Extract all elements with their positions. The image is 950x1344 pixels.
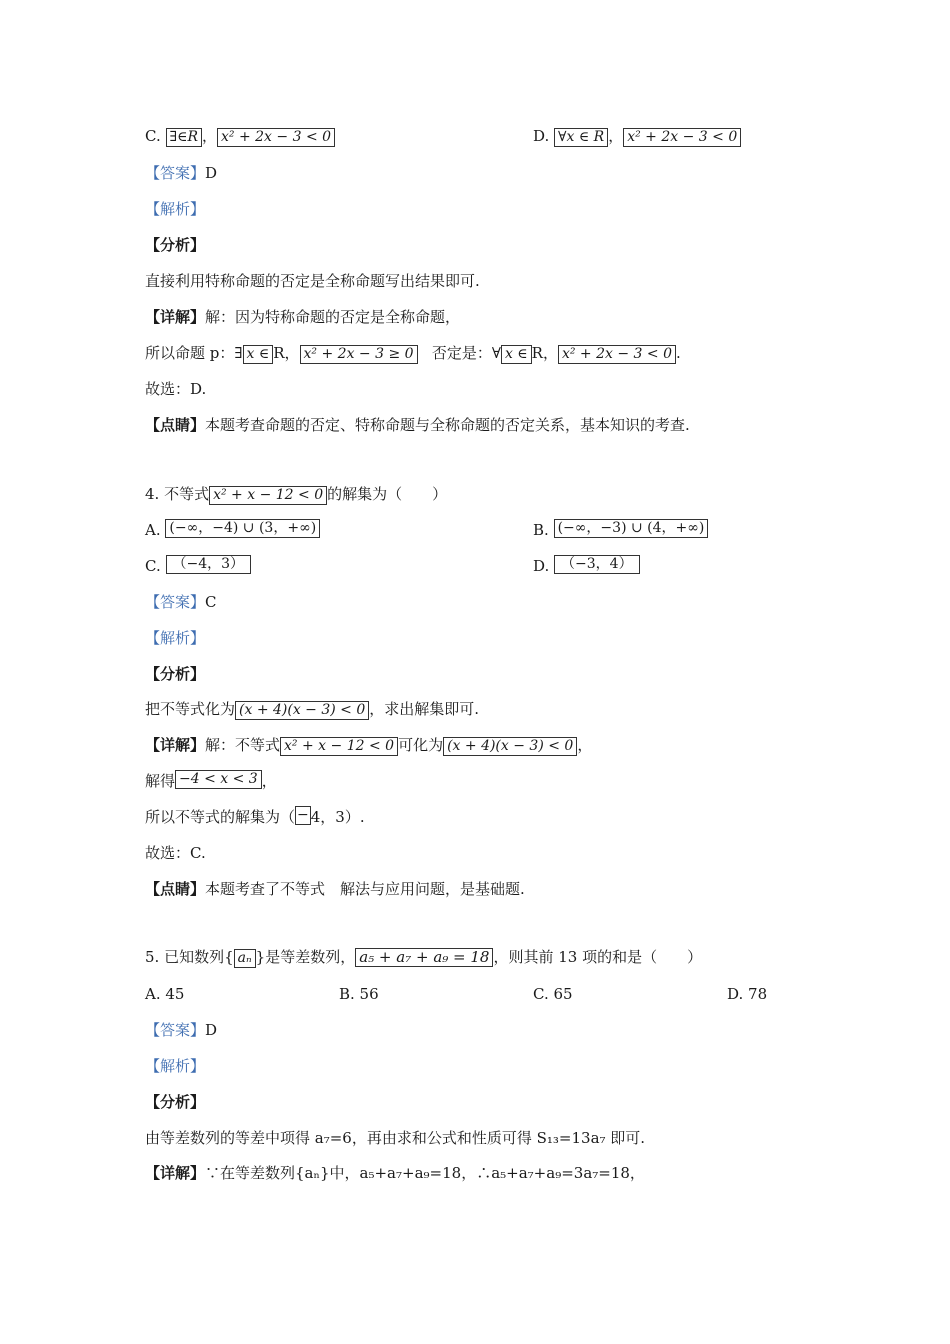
q4-detail-text-b: 可化为 bbox=[398, 736, 444, 754]
q3-negation-formula-2: x² + 2x − 3 ≥ 0 bbox=[300, 345, 418, 364]
q4-set-text-b: 4，3）. bbox=[310, 808, 365, 826]
q4-option-a-label: A. bbox=[145, 521, 161, 539]
q3-jiexi-tag: 【解析】 bbox=[145, 200, 206, 218]
q3-option-d: D. ∀x ∈ R ， x² + 2x − 3 < 0 bbox=[533, 126, 741, 147]
q4-option-b bbox=[533, 520, 708, 541]
q3-negation-text-d: R， bbox=[531, 344, 558, 362]
q5-stem-text-b: }是等差数列， bbox=[255, 948, 356, 966]
q3-dianjing bbox=[145, 415, 690, 435]
q4-solve-line bbox=[145, 771, 277, 792]
q5-jiexi-tag: 【解析】 bbox=[145, 1057, 206, 1075]
q5-stem-text-c: ，则其前 13 项的和是（ ） bbox=[493, 948, 703, 966]
q5-fenxi-text: 由等差数列的等差中项得 a₇=6，再由求和公式和性质可得 S₁₃=13a₇ 即可. bbox=[145, 1129, 646, 1147]
q3-negation-text-e: . bbox=[675, 344, 681, 362]
q5-fenxi-heading bbox=[145, 1092, 205, 1112]
q3-negation-text-b: R， bbox=[273, 344, 300, 362]
q4-detail-line bbox=[145, 735, 592, 756]
q5-answer bbox=[145, 1020, 217, 1040]
q4-fenxi-text-a: 把不等式化为 bbox=[145, 700, 236, 718]
q4-option-b-label: B. bbox=[533, 521, 549, 539]
q3-option-c-formula-1: ∃∈R bbox=[166, 128, 203, 147]
q4-solve-formula: −4 < x < 3 bbox=[175, 770, 262, 789]
q4-option-a bbox=[145, 520, 320, 541]
q4-fenxi-formula: (x + 4)(x − 3) < 0 bbox=[235, 701, 369, 720]
q3-jiexi bbox=[145, 199, 205, 219]
q4-option-a-formula: (−∞，−4) ∪ (3，+∞) bbox=[165, 519, 320, 538]
q5-stem bbox=[145, 947, 702, 968]
q4-detail-formula-1: x² + x − 12 < 0 bbox=[280, 737, 398, 756]
q4-fenxi-tag: 【分析】 bbox=[145, 665, 206, 683]
q3-negation-text-a: 所以命题 p：∃ bbox=[145, 344, 243, 362]
q4-detail-text-c: ， bbox=[577, 736, 593, 754]
q4-jiexi-tag: 【解析】 bbox=[145, 629, 206, 647]
q4-fenxi-line bbox=[145, 699, 479, 720]
q4-set-text-a: 所以不等式的解集为（ bbox=[145, 808, 296, 826]
q4-option-c bbox=[145, 556, 251, 577]
q4-dianjing bbox=[145, 879, 525, 899]
q5-stem-formula-1: aₙ bbox=[234, 949, 256, 968]
q4-answer-tag: 【答案】 bbox=[145, 593, 206, 611]
q4-dianjing-text: 本题考查了不等式 解法与应用问题，是基础题. bbox=[205, 880, 525, 898]
q3-negation-text-c: 否定是：∀ bbox=[431, 344, 501, 362]
q3-negation-formula-1: x ∈ bbox=[243, 345, 274, 364]
q4-solve-text-b: ， bbox=[261, 772, 277, 790]
q3-detail-text: 解：因为特称命题的否定是全称命题， bbox=[205, 308, 461, 326]
q3-fenxi-heading bbox=[145, 235, 205, 255]
q4-stem-text-b: 的解集为（ ） bbox=[327, 485, 448, 503]
q3-dianjing-text: 本题考查命题的否定、特称命题与全称命题的否定关系，基本知识的考查. bbox=[205, 416, 690, 434]
q4-option-d bbox=[533, 556, 640, 577]
q4-fenxi-text-b: ，求出解集即可. bbox=[369, 700, 480, 718]
q5-option-a: A. 45 bbox=[145, 985, 185, 1003]
q3-detail-tag: 【详解】 bbox=[145, 308, 206, 326]
q4-detail-tag: 【详解】 bbox=[145, 736, 206, 754]
q4-answer-value: C bbox=[205, 593, 217, 611]
q3-negation-line bbox=[145, 343, 681, 364]
q4-stem-text-a: 4. 不等式 bbox=[145, 485, 210, 503]
q4-detail-formula-2: (x + 4)(x − 3) < 0 bbox=[443, 737, 577, 756]
q3-option-d-formula-2: x² + 2x − 3 < 0 bbox=[623, 128, 741, 147]
q4-option-d-label: D. bbox=[533, 557, 550, 575]
q4-jiexi bbox=[145, 628, 205, 648]
q3-dianjing-tag: 【点睛】 bbox=[145, 416, 206, 434]
q5-option-d: D. 78 bbox=[727, 985, 768, 1003]
q3-answer bbox=[145, 163, 217, 183]
q5-answer-tag: 【答案】 bbox=[145, 1021, 206, 1039]
q4-option-d-formula: （−3，4） bbox=[554, 555, 640, 574]
q4-choose: 故选：C. bbox=[145, 844, 206, 862]
q5-detail-text: ∵在等差数列{aₙ}中，a₅+a₇+a₉=18，∴a₅+a₇+a₉=3a₇=18， bbox=[205, 1164, 645, 1182]
q3-option-c-formula-2: x² + 2x − 3 < 0 bbox=[217, 128, 335, 147]
q3-choose: 故选：D. bbox=[145, 380, 207, 398]
q4-solve-text-a: 解得 bbox=[145, 772, 176, 790]
q4-dianjing-tag: 【点睛】 bbox=[145, 880, 206, 898]
q4-fenxi-heading bbox=[145, 664, 205, 684]
q4-detail-text-a: 解：不等式 bbox=[205, 736, 281, 754]
q4-answer bbox=[145, 592, 217, 612]
q4-option-c-label: C. bbox=[145, 557, 161, 575]
q5-option-c: C. 65 bbox=[533, 985, 573, 1003]
q3-fenxi-tag: 【分析】 bbox=[145, 236, 206, 254]
q3-fenxi-text: 直接利用特称命题的否定是全称命题写出结果即可. bbox=[145, 272, 480, 290]
q4-stem bbox=[145, 484, 447, 505]
q4-set-formula: − bbox=[297, 807, 309, 823]
q4-stem-formula: x² + x − 12 < 0 bbox=[209, 486, 327, 505]
q3-negation-formula-4: x² + 2x − 3 < 0 bbox=[558, 345, 676, 364]
q3-detail bbox=[145, 307, 460, 327]
q5-answer-value: D bbox=[205, 1021, 218, 1039]
q5-fenxi-tag: 【分析】 bbox=[145, 1093, 206, 1111]
q3-option-d-formula-1: ∀x ∈ R bbox=[554, 128, 608, 147]
q4-option-c-formula: （−4，3） bbox=[166, 555, 252, 574]
q4-set-line bbox=[145, 807, 365, 828]
q3-option-c: C. ∃∈R ， x² + 2x − 3 < 0 bbox=[145, 126, 335, 147]
q5-jiexi bbox=[145, 1056, 205, 1076]
q5-detail-tag: 【详解】 bbox=[145, 1164, 206, 1182]
q4-option-b-formula: (−∞，−3) ∪ (4，+∞) bbox=[554, 519, 709, 538]
q3-answer-tag: 【答案】 bbox=[145, 164, 206, 182]
q5-stem-text-a: 5. 已知数列{ bbox=[145, 948, 234, 966]
q3-answer-value: D bbox=[205, 164, 218, 182]
q5-detail bbox=[145, 1163, 645, 1183]
q5-option-b: B. 56 bbox=[339, 985, 379, 1003]
q3-option-c-label: C. bbox=[145, 127, 161, 145]
q3-negation-formula-3: x ∈ bbox=[501, 345, 532, 364]
q3-option-d-label: D. bbox=[533, 127, 550, 145]
q5-stem-formula-2: a₅ + a₇ + a₉ = 18 bbox=[355, 948, 493, 967]
